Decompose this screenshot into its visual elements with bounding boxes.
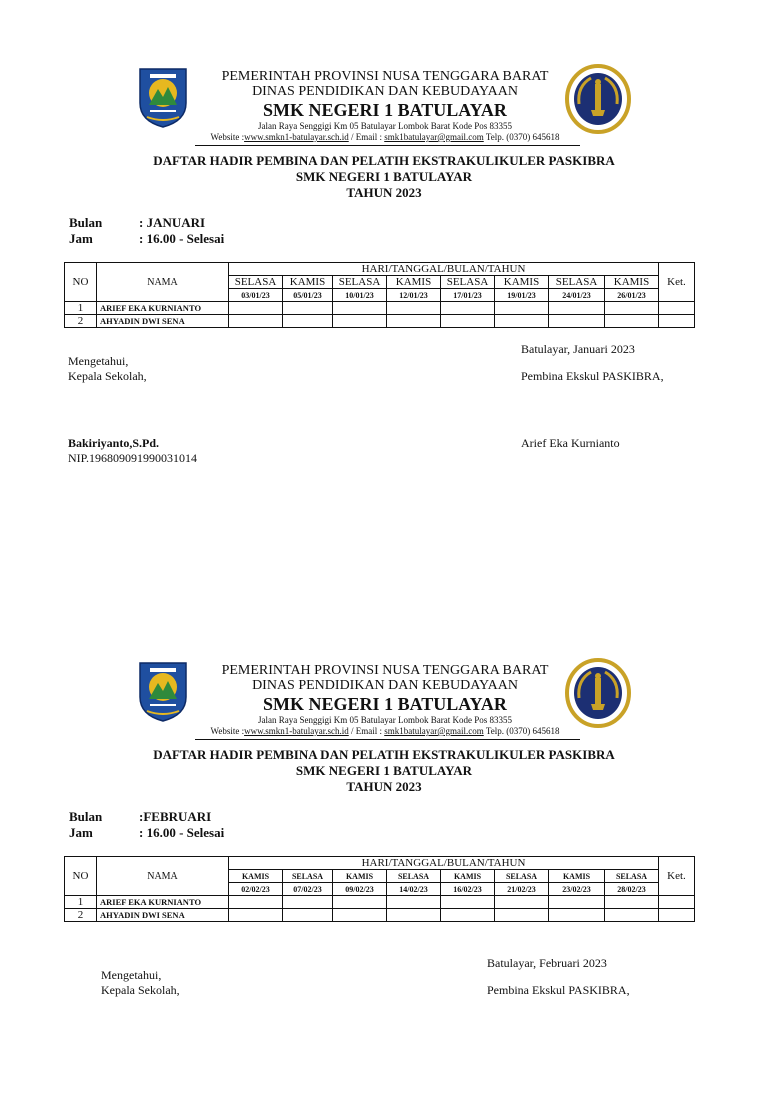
ket-cell[interactable] [659,315,695,328]
attendance-cell[interactable] [605,302,659,315]
website-link[interactable]: www.smkn1-batulayar.sch.id [244,726,349,736]
ket-cell[interactable] [659,909,695,922]
principal-title: Kepala Sekolah, [68,369,147,383]
row-name: AHYADIN DWI SENA [97,315,229,328]
time-value: : 16.00 - Selesai [139,825,225,840]
attendance-cell[interactable] [229,909,283,922]
ntb-province-emblem-logo [138,67,188,129]
month-value: :FEBRUARI [139,809,212,824]
attendance-cell[interactable] [441,896,495,909]
letterhead-line-department: DINAS PENDIDIKAN DAN KEBUDAYAAN [252,678,518,693]
row-no: 1 [65,896,97,909]
header-day: KAMIS [387,276,441,289]
header-day: SELASA [283,870,333,883]
ket-cell[interactable] [659,302,695,315]
attendance-cell[interactable] [283,896,333,909]
attendance-cell[interactable] [549,315,605,328]
header-day: SELASA [549,276,605,289]
row-name: ARIEF EKA KURNIANTO [97,302,229,315]
header-no: NO [65,857,97,896]
header-day: SELASA [441,276,495,289]
letterhead-line-province: PEMERINTAH PROVINSI NUSA TENGGARA BARAT [221,663,549,678]
document-title: DAFTAR HADIR PEMBINA DAN PELATIH EKSTRAKULIKULER PASKIBRA [153,747,615,762]
attendance-cell[interactable] [549,302,605,315]
header-date: 09/02/23 [333,883,387,896]
place-date: Batulayar, Januari 2023 [521,342,635,356]
table-row [65,896,695,909]
letterhead-divider [195,739,580,740]
ntb-province-emblem-logo [138,661,188,723]
phone-number: Telp. (0370) 645618 [483,132,560,142]
attendance-cell[interactable] [283,302,333,315]
header-day: KAMIS [333,870,387,883]
document-subtitle-school: SMK NEGERI 1 BATULAYAR [295,169,473,184]
row-name: ARIEF EKA KURNIANTO [97,896,229,909]
letterhead-school-name: SMK NEGERI 1 BATULAYAR [263,100,507,120]
header-date: 14/02/23 [387,883,441,896]
email-link[interactable]: smk1batulayar@gmail.com [384,132,484,142]
header-day: KAMIS [605,276,659,289]
document-subtitle-school: SMK NEGERI 1 BATULAYAR [295,763,473,778]
row-no: 1 [65,302,97,315]
header-date: 23/02/23 [549,883,605,896]
header-date: 12/01/23 [387,289,441,302]
attendance-cell[interactable] [333,302,387,315]
attendance-table [64,262,695,328]
header-day: KAMIS [283,276,333,289]
header-day: KAMIS [495,276,549,289]
attendance-cell[interactable] [441,315,495,328]
attendance-cell[interactable] [549,909,605,922]
header-day: KAMIS [549,870,605,883]
header-nama: NAMA [97,857,229,896]
document-subtitle-year: TAHUN 2023 [346,185,422,200]
coach-title: Pembina Ekskul PASKIBRA, [487,983,630,997]
letterhead-contact [190,132,580,142]
header-day: SELASA [387,870,441,883]
attendance-cell[interactable] [441,909,495,922]
email-label: / Email : [348,726,385,736]
coach-title: Pembina Ekskul PASKIBRA, [521,369,664,383]
time-value: : 16.00 - Selesai [139,231,225,246]
header-date: 02/02/23 [229,883,283,896]
header-date: 26/01/23 [605,289,659,302]
attendance-cell[interactable] [549,896,605,909]
coach-name: Arief Eka Kurnianto [521,436,620,450]
place-date: Batulayar, Februari 2023 [487,956,607,970]
attendance-cell[interactable] [283,315,333,328]
document-title: DAFTAR HADIR PEMBINA DAN PELATIH EKSTRAKULIKULER PASKIBRA [153,153,615,168]
header-date: 03/01/23 [229,289,283,302]
attendance-cell[interactable] [333,896,387,909]
header-day: SELASA [229,276,283,289]
header-date: 17/01/23 [441,289,495,302]
month-value: : JANUARI [139,215,206,230]
attendance-cell[interactable] [605,909,659,922]
month-label: Bulan [69,809,103,824]
attendance-cell[interactable] [229,302,283,315]
header-nama: NAMA [97,263,229,302]
header-date: 10/01/23 [333,289,387,302]
month-label: Bulan [69,215,103,230]
letterhead-line-province: PEMERINTAH PROVINSI NUSA TENGGARA BARAT [221,69,549,84]
letterhead-address: Jalan Raya Senggigi Km 05 Batulayar Lombok Barat Kode Pos 83355 [258,715,512,725]
attendance-cell[interactable] [387,302,441,315]
header-date: 24/01/23 [549,289,605,302]
email-link[interactable]: smk1batulayar@gmail.com [384,726,484,736]
header-date: 16/02/23 [441,883,495,896]
table-row [65,315,695,328]
attendance-sheet-january [0,0,768,520]
row-name: AHYADIN DWI SENA [97,909,229,922]
header-ket: Ket. [659,263,695,302]
header-date: 21/02/23 [495,883,549,896]
attendance-cell[interactable] [229,315,283,328]
principal-name: Bakiriyanto,S.Pd. [68,436,160,450]
time-label: Jam [69,825,93,840]
letterhead-contact [190,726,580,736]
header-day: KAMIS [229,870,283,883]
website-link[interactable]: www.smkn1-batulayar.sch.id [244,132,349,142]
header-date-group: HARI/TANGGAL/BULAN/TAHUN [229,263,659,276]
header-date: 28/02/23 [605,883,659,896]
attendance-cell[interactable] [495,896,549,909]
table-row [65,909,695,922]
letterhead-school-name: SMK NEGERI 1 BATULAYAR [263,694,507,714]
header-no: NO [65,263,97,302]
website-label: Website : [210,726,245,736]
principal-nip: NIP.196809091990031014 [68,451,198,465]
row-no: 2 [65,315,97,328]
letterhead-address: Jalan Raya Senggigi Km 05 Batulayar Lombok Barat Kode Pos 83355 [258,121,512,131]
attendance-cell[interactable] [387,315,441,328]
table-row [65,302,695,315]
principal-title: Kepala Sekolah, [101,983,180,997]
attendance-cell[interactable] [283,909,333,922]
attendance-cell[interactable] [387,909,441,922]
header-day: SELASA [605,870,659,883]
attendance-cell[interactable] [605,896,659,909]
row-no: 2 [65,909,97,922]
letterhead-divider [195,145,580,146]
attendance-cell[interactable] [333,315,387,328]
ket-cell[interactable] [659,896,695,909]
attendance-table [64,856,695,922]
attendance-cell[interactable] [387,896,441,909]
letterhead-line-department: DINAS PENDIDIKAN DAN KEBUDAYAAN [252,84,518,99]
header-date: 19/01/23 [495,289,549,302]
attendance-cell[interactable] [495,302,549,315]
attendance-cell[interactable] [495,909,549,922]
document-subtitle-year: TAHUN 2023 [346,779,422,794]
attendance-cell[interactable] [605,315,659,328]
attendance-cell[interactable] [229,896,283,909]
acknowledged-label: Mengetahui, [101,968,162,982]
attendance-sheet-february [0,594,768,1114]
header-day: SELASA [495,870,549,883]
header-day: KAMIS [441,870,495,883]
phone-number: Telp. (0370) 645618 [483,726,560,736]
attendance-cell[interactable] [333,909,387,922]
attendance-cell[interactable] [495,315,549,328]
email-label: / Email : [348,132,385,142]
header-date: 07/02/23 [283,883,333,896]
website-label: Website : [210,132,245,142]
attendance-cell[interactable] [441,302,495,315]
header-day: SELASA [333,276,387,289]
header-ket: Ket. [659,857,695,896]
time-label: Jam [69,231,93,246]
header-date: 05/01/23 [283,289,333,302]
acknowledged-label: Mengetahui, [68,354,129,368]
header-date-group: HARI/TANGGAL/BULAN/TAHUN [229,857,659,870]
